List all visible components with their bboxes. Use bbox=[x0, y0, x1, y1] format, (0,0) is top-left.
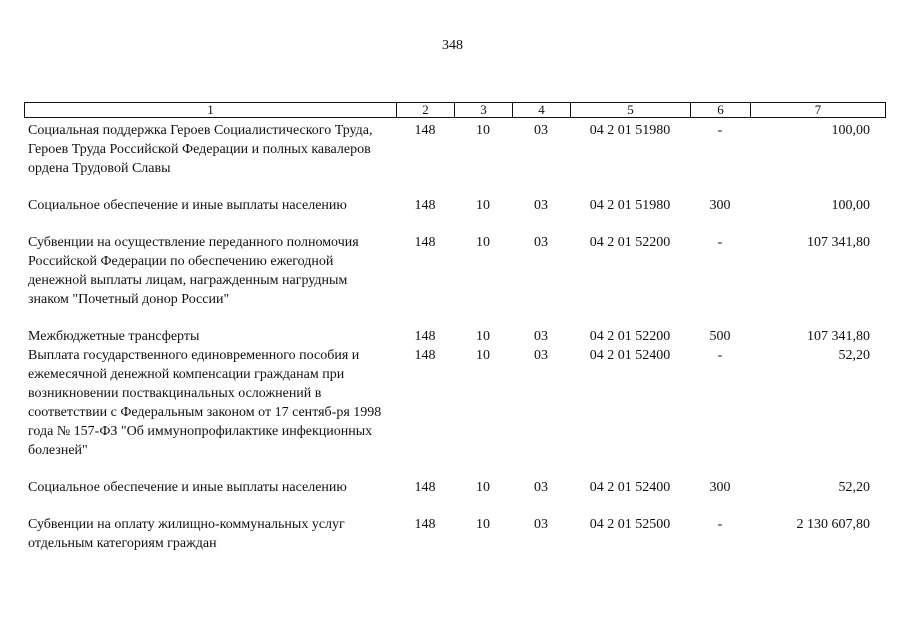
column-number-row bbox=[25, 103, 886, 118]
row-code-3: 10 bbox=[476, 348, 490, 363]
table-row bbox=[24, 121, 885, 178]
row-code-2: 148 bbox=[414, 480, 436, 495]
row-name: Социальная поддержка Героев Социалистического Труда, Героев Труда Российской Федерации и полных кавалеров ордена Трудовой Славы bbox=[28, 123, 373, 176]
row-code-6: - bbox=[717, 348, 723, 363]
row-name: Социальное обеспечение и иные выплаты населению bbox=[28, 480, 347, 495]
row-code-4: 03 bbox=[534, 348, 548, 363]
row-code-4: 03 bbox=[534, 517, 548, 532]
row-name: Субвенции на осуществление переданного полномочия Российской Федерации по обеспечению ежегодной денежной выплаты лицам, награжденным нагрудным знаком "Почетный донор России" bbox=[28, 235, 359, 307]
column-header-4: 4 bbox=[513, 103, 571, 118]
column-header-1: 1 bbox=[25, 103, 397, 118]
row-code-3: 10 bbox=[476, 235, 490, 250]
row-code-2: 148 bbox=[414, 123, 436, 138]
row-code-5: 04 2 01 52400 bbox=[589, 480, 671, 495]
column-header-3: 3 bbox=[455, 103, 513, 118]
row-code-4: 03 bbox=[534, 123, 548, 138]
row-code-3: 10 bbox=[476, 329, 490, 344]
table-row bbox=[24, 478, 885, 497]
row-code-5: 04 2 01 52200 bbox=[589, 235, 671, 250]
row-code-2: 148 bbox=[414, 517, 436, 532]
row-code-6: 300 bbox=[709, 480, 731, 495]
row-code-6: - bbox=[717, 235, 723, 250]
row-amount: 107 341,80 bbox=[807, 235, 870, 250]
row-code-5: 04 2 01 51980 bbox=[589, 198, 671, 213]
budget-rows bbox=[24, 121, 885, 553]
row-code-5: 04 2 01 52200 bbox=[589, 329, 671, 344]
row-name: Выплата государственного единовременного пособия и ежемесячной денежной компенсации гражданам при возникновении поствакцинальных осложнений в соответствии с Федеральным законом от 17 сентяб-ря 1998 года № 157-ФЗ "Об иммунопрофилактике инфекционных болезней" bbox=[28, 348, 382, 458]
row-code-3: 10 bbox=[476, 198, 490, 213]
row-amount: 2 130 607,80 bbox=[796, 517, 870, 532]
row-code-3: 10 bbox=[476, 123, 490, 138]
row-name: Субвенции на оплату жилищно-коммунальных услуг отдельным категориям граждан bbox=[28, 517, 345, 551]
row-code-3: 10 bbox=[476, 480, 490, 495]
row-code-4: 03 bbox=[534, 480, 548, 495]
row-code-6: 300 bbox=[709, 198, 731, 213]
page-number: 348 bbox=[442, 38, 463, 53]
table-row bbox=[24, 196, 885, 215]
row-amount: 52,20 bbox=[838, 348, 870, 363]
table-row bbox=[24, 233, 885, 309]
row-code-2: 148 bbox=[414, 329, 436, 344]
row-code-6: - bbox=[717, 517, 723, 532]
table-row bbox=[24, 327, 885, 346]
row-name: Межбюджетные трансферты bbox=[28, 329, 200, 344]
row-code-6: 500 bbox=[709, 329, 731, 344]
column-header-6: 6 bbox=[691, 103, 751, 118]
row-code-3: 10 bbox=[476, 517, 490, 532]
table-row bbox=[24, 515, 885, 553]
row-amount: 100,00 bbox=[831, 123, 870, 138]
row-amount: 100,00 bbox=[831, 198, 870, 213]
row-code-5: 04 2 01 52500 bbox=[589, 517, 671, 532]
row-code-2: 148 bbox=[414, 348, 436, 363]
row-code-5: 04 2 01 51980 bbox=[589, 123, 671, 138]
column-header-5: 5 bbox=[571, 103, 691, 118]
row-amount: 52,20 bbox=[838, 480, 870, 495]
row-code-5: 04 2 01 52400 bbox=[589, 348, 671, 363]
column-header-7: 7 bbox=[751, 103, 886, 118]
row-code-6: - bbox=[717, 123, 723, 138]
row-name: Социальное обеспечение и иные выплаты населению bbox=[28, 198, 347, 213]
column-header-table bbox=[24, 102, 886, 118]
row-code-4: 03 bbox=[534, 235, 548, 250]
row-code-2: 148 bbox=[414, 235, 436, 250]
row-code-2: 148 bbox=[414, 198, 436, 213]
table-row bbox=[24, 346, 885, 460]
row-code-4: 03 bbox=[534, 198, 548, 213]
row-code-4: 03 bbox=[534, 329, 548, 344]
column-header-2: 2 bbox=[397, 103, 455, 118]
row-amount: 107 341,80 bbox=[807, 329, 870, 344]
